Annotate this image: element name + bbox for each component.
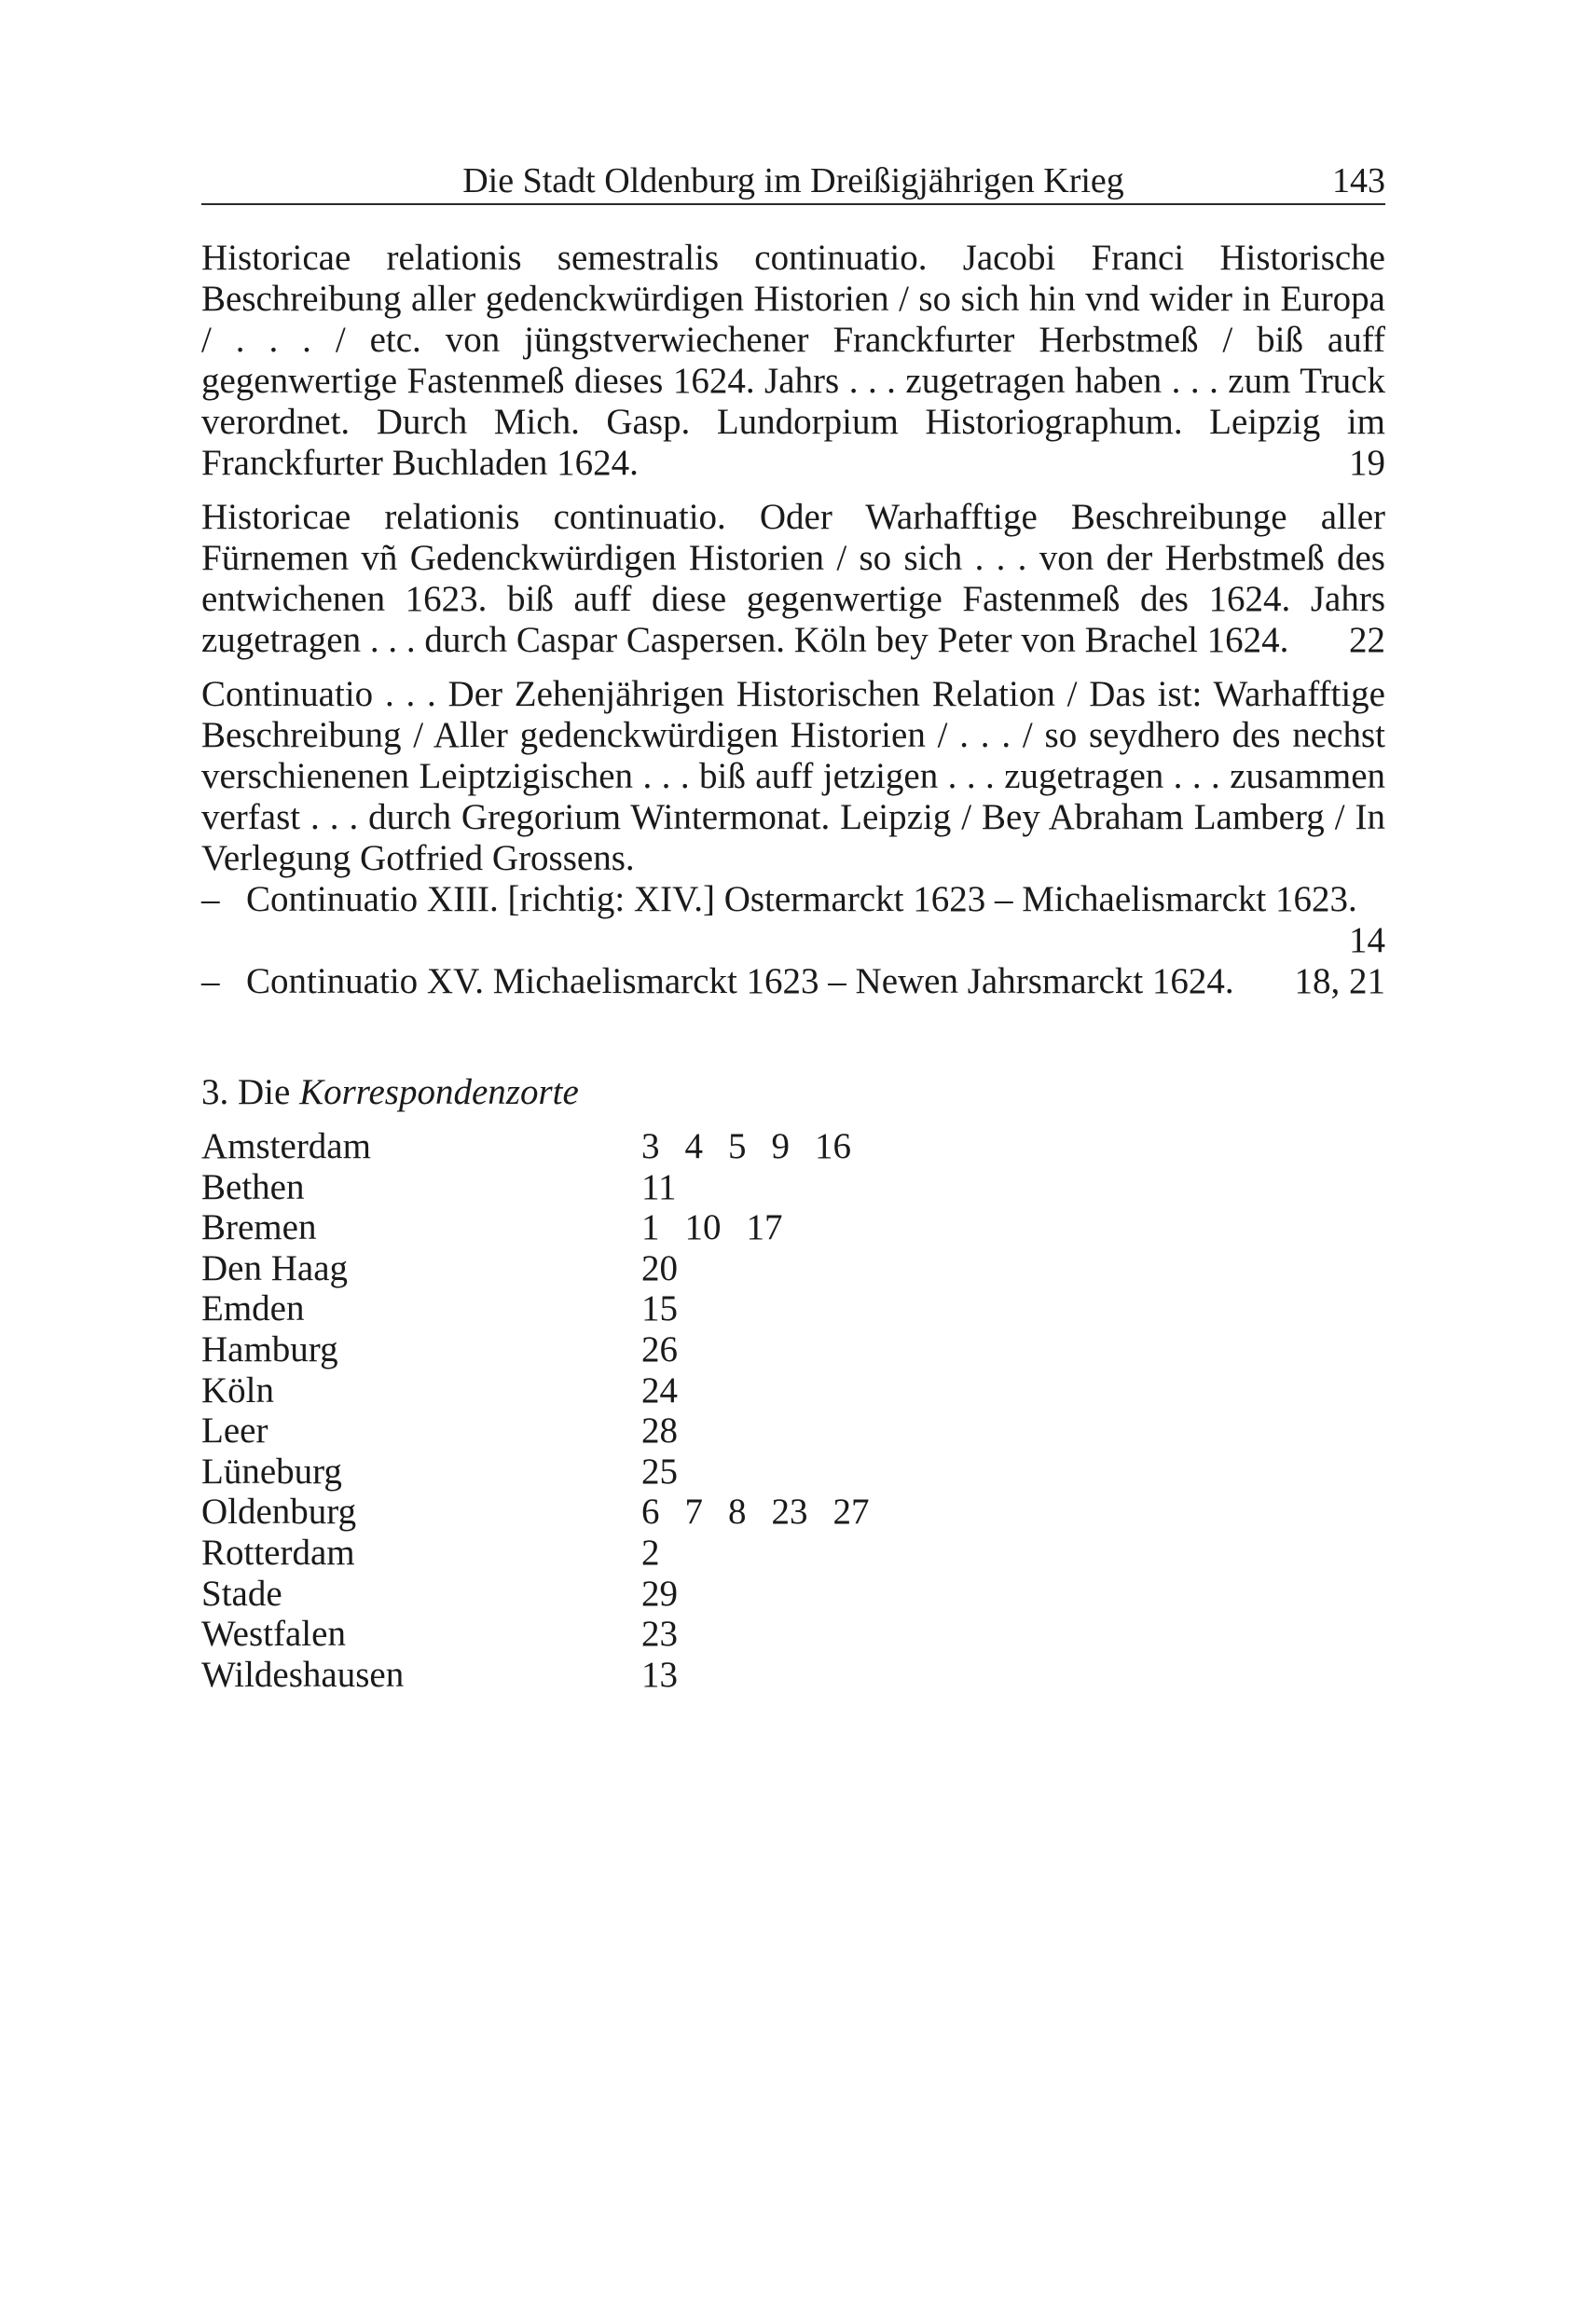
subentry-list (201, 879, 1385, 1002)
bibliography-subentry (201, 879, 1385, 961)
letter-number: 8 (728, 1492, 747, 1533)
place-numbers (641, 1655, 703, 1696)
place-numbers (641, 1533, 685, 1574)
place-row (201, 1329, 1040, 1370)
place-row (201, 1370, 1040, 1411)
place-row (201, 1452, 1040, 1493)
letter-number: 7 (684, 1492, 703, 1533)
place-name: Westfalen (201, 1614, 346, 1655)
place-name: Hamburg (201, 1328, 338, 1369)
place-row (201, 1248, 1040, 1289)
letter-number: 17 (746, 1207, 783, 1248)
letter-number: 9 (771, 1126, 790, 1166)
page-number: 143 (1332, 161, 1385, 200)
place-name: Den Haag (201, 1247, 349, 1288)
letter-number: 20 (641, 1247, 678, 1288)
letter-number: 1 (641, 1207, 660, 1248)
place-row (201, 1655, 1040, 1696)
letter-number: 23 (771, 1492, 808, 1533)
entry-text: Continuatio . . . Der Zehenjährigen Historischen Relation / Das ist: Warhafftige Beschreibung / Aller gedenckwürdigen Historien / . . . / so seydhero des nechst verschienenen Leiptzigischen . . . biß auff jetzigen . . . zugetragen . . . zusammen verfast . . . durch Gregorium Wintermonat. Leipzig / Bey Abraham Lamberg / In Verlegung Gotfried Grossens. (201, 674, 1385, 878)
place-numbers (641, 1614, 703, 1655)
place-name: Oldenburg (201, 1492, 357, 1533)
place-name: Leer (201, 1411, 268, 1452)
place-row (201, 1207, 1040, 1248)
place-row (201, 1126, 1040, 1167)
letter-number: 5 (728, 1126, 747, 1166)
place-row (201, 1574, 1040, 1615)
place-numbers (641, 1574, 703, 1615)
letter-number: 10 (684, 1207, 722, 1248)
place-row (201, 1167, 1040, 1208)
letter-number: 6 (641, 1492, 660, 1533)
bibliography-entry (201, 497, 1385, 661)
subentry-text: Continuatio XIII. [richtig: XIV.] Ostermarckt 1623 – Michaelismarckt 1623. (246, 879, 1357, 919)
letter-number: 4 (684, 1126, 703, 1166)
letter-number: 29 (641, 1573, 678, 1614)
entry-text: Historicae relationis semestralis continuatio. Jacobi Franci Historische Beschreibung aller gedenckwürdigen Historien / so sich hin vnd wider in Europa / . . . / etc. von jüngstverwiechener Franckfurter Herbstmeß / biß auff gegenwertige Fastenmeß dieses 1624. Jahrs . . . zugetragen haben . . . zum Truck verordnet. Durch Mich. Gasp. Lundorpium Historiographum. Leipzig im Franckfurter Buchladen 1624. (201, 238, 1385, 483)
place-numbers (641, 1370, 703, 1411)
place-numbers (641, 1492, 895, 1533)
entry-refs: 22 (1349, 620, 1385, 660)
place-numbers (641, 1288, 703, 1329)
place-row (201, 1492, 1040, 1533)
place-name: Emden (201, 1288, 305, 1329)
place-row (201, 1614, 1040, 1655)
subentry-refs: 14 (1349, 920, 1385, 960)
place-name: Wildeshausen (201, 1654, 405, 1695)
letter-number: 23 (641, 1614, 678, 1655)
section-number: 3. Die (201, 1072, 300, 1112)
place-numbers (641, 1126, 876, 1167)
letter-number: 25 (641, 1451, 678, 1492)
section-heading (201, 1072, 579, 1113)
place-numbers (641, 1248, 703, 1289)
subentry-refs: 18, 21 (1294, 961, 1385, 1001)
bibliography-subentry (201, 961, 1385, 1002)
place-numbers (641, 1207, 808, 1248)
bibliography-entry (201, 238, 1385, 484)
subentry-dash: – (201, 879, 220, 919)
letter-number: 26 (641, 1328, 678, 1369)
entry-refs: 19 (1349, 443, 1385, 483)
place-row (201, 1288, 1040, 1329)
place-name: Lüneburg (201, 1451, 342, 1492)
letter-number: 28 (641, 1411, 678, 1452)
letter-number: 16 (815, 1126, 851, 1166)
bibliography-list (201, 238, 1385, 1002)
place-name: Bremen (201, 1207, 317, 1248)
place-row (201, 1533, 1040, 1574)
place-numbers (641, 1329, 703, 1370)
subentry-text: Continuatio XV. Michaelismarckt 1623 – Newen Jahrsmarckt 1624. (246, 961, 1234, 1001)
letter-number: 3 (641, 1126, 660, 1166)
place-numbers (641, 1411, 703, 1452)
letter-number: 13 (641, 1654, 678, 1695)
section-title: Korrespondenzorte (299, 1072, 579, 1112)
places-table (201, 1126, 1040, 1695)
entry-text: Historicae relationis continuatio. Oder Warhafftige Beschreibunge aller Fürnemen vñ Gedenckwürdigen Historien / so sich . . . von der Herbstmeß des entwichenen 1623. biß auff diese gegenwertige Fastenmeß des 1624. Jahrs zugetragen . . . durch Caspar Caspersen. Köln bey Peter von Brachel 1624. (201, 497, 1385, 660)
place-row (201, 1411, 1040, 1452)
place-numbers (641, 1167, 702, 1208)
letter-number: 27 (832, 1492, 870, 1533)
place-name: Rotterdam (201, 1532, 355, 1573)
letter-number: 15 (641, 1288, 678, 1329)
subentry-dash: – (201, 961, 220, 1001)
running-header (201, 158, 1385, 205)
letter-number: 11 (641, 1166, 677, 1207)
place-name: Stade (201, 1573, 282, 1614)
place-name: Köln (201, 1369, 274, 1411)
place-name: Amsterdam (201, 1126, 371, 1166)
place-name: Bethen (201, 1166, 305, 1207)
header-title: Die Stadt Oldenburg im Dreißigjährigen Krieg (462, 161, 1124, 200)
place-numbers (641, 1452, 703, 1493)
letter-number: 24 (641, 1369, 678, 1411)
bibliography-entry (201, 674, 1385, 879)
letter-number: 2 (641, 1532, 660, 1573)
